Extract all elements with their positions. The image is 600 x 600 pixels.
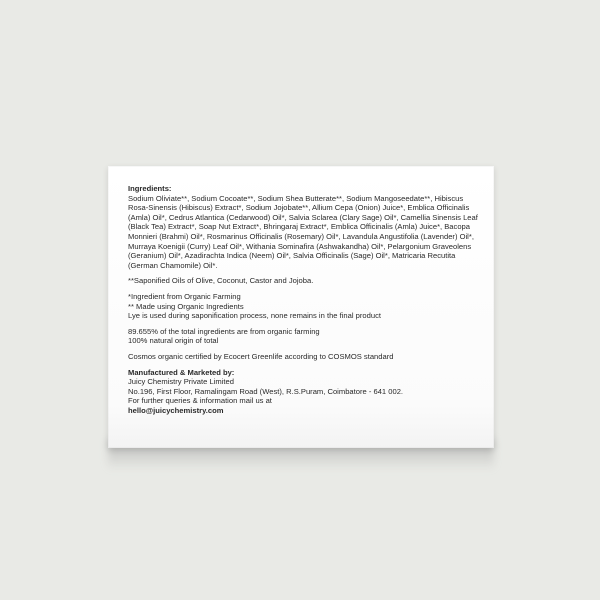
label-content bbox=[128, 184, 478, 415]
ingredients-text: Sodium Oliviate**, Sodium Cocoate**, Sodium Shea Butterate**, Sodium Mangoseedate**, Hibiscus Rosa-Sinensis (Hibiscus) Extract*, Sodium Jojobate**, Allium Cepa (Onion) Juice*, Emblica Officinalis (Amla) Oil*, Cedrus Atlantica (Cedarwood) Oil*, Salvia Sclarea (Clary Sage) Oil*, Camellia Sinensis Leaf (Black Tea) Extract*, Soap Nut Extract*, Bhringaraj Extract*, Emblica Officinalis (Amla) Juice*, Bacopa Monnieri (Brahmi) Oil*, Rosmarinus Officinalis (Rosemary) Oil*, Lavandula Angustifolia (Lavender) Oil*, Murraya Koenigii (Curry) Leaf Oil*, Withania Sominafira (Ashwakandha) Oil*, Pelargonium Graveolens (Geranium) Oil*, Azadirachta Indica (Neem) Oil*, Salvia Officinalis (Sage) Oil*, Matricaria Recutita (German Chamomile) Oil*. bbox=[128, 193, 478, 270]
organic-note: *Ingredient from Organic Farming bbox=[128, 291, 241, 301]
made-note: ** Made using Organic Ingredients bbox=[128, 301, 244, 311]
company-address: No.196, First Floor, Ramalingam Road (West), R.S.Puram, Coimbatore - 641 002. bbox=[128, 386, 404, 396]
ingredients-heading: Ingredients: bbox=[128, 184, 172, 193]
queries-text: For further queries & information mail us at bbox=[128, 396, 272, 406]
manufacturer-heading: Manufactured & Marketed by: bbox=[128, 367, 235, 377]
lye-note: Lye is used during saponification process, none remains in the final product bbox=[128, 311, 381, 321]
contact-email: hello@juicychemistry.com bbox=[128, 405, 224, 415]
company-name: Juicy Chemistry Private Limited bbox=[128, 377, 234, 387]
organic-percent: 89.655% of the total ingredients are from organic farming bbox=[128, 326, 320, 336]
natural-origin: 100% natural origin of total bbox=[128, 336, 219, 346]
certification: Cosmos organic certified by Ecocert Greenlife according to COSMOS standard bbox=[128, 351, 394, 361]
product-box-label bbox=[108, 166, 494, 448]
saponified-note: **Saponified Oils of Olive, Coconut, Castor and Jojoba. bbox=[128, 276, 314, 286]
